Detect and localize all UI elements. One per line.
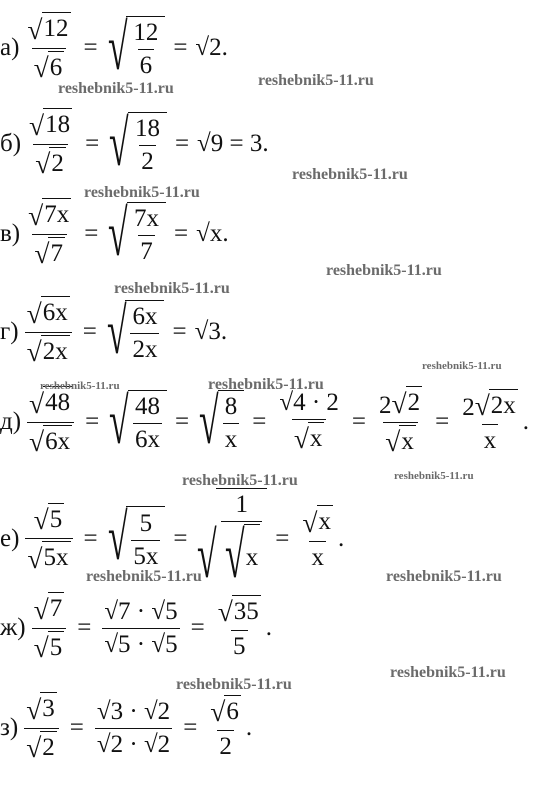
- radicand: 48: [43, 386, 72, 417]
- equals-sign: =: [174, 130, 190, 157]
- radical-sign: √: [26, 297, 42, 329]
- math-expression: [34, 238, 65, 269]
- radicand: 2x: [489, 389, 518, 420]
- square-root: [294, 422, 325, 453]
- denominator: [138, 235, 155, 266]
- math-expression: 2: [141, 148, 154, 175]
- line-g: [0, 296, 227, 368]
- fraction: [24, 386, 77, 458]
- equals-sign: =: [174, 408, 190, 435]
- math-expression: [33, 593, 65, 625]
- watermark: reshebnik5-11.ru: [258, 72, 374, 89]
- watermark: reshebnik5-11.ru: [114, 280, 230, 297]
- radicand: 12: [42, 12, 71, 43]
- denominator: [25, 538, 72, 575]
- line-zh: [0, 592, 272, 664]
- denominator: [33, 144, 68, 181]
- numerator: [132, 205, 161, 235]
- radicand: 6: [48, 51, 65, 82]
- math-expression: [26, 732, 57, 763]
- square-root: [475, 389, 518, 420]
- square-root: [29, 108, 72, 139]
- radicand: [216, 488, 267, 592]
- math-expression: [293, 423, 325, 455]
- fraction: [92, 698, 175, 759]
- fraction: [205, 695, 246, 762]
- denominator: [130, 333, 159, 364]
- square-root: [218, 595, 261, 626]
- radical-sign: √: [302, 506, 318, 538]
- square-root: [34, 631, 65, 662]
- radical-sign: √: [109, 107, 129, 180]
- numerator: [133, 393, 162, 423]
- math-expression: [29, 426, 72, 457]
- radicand: 5: [48, 631, 65, 662]
- math-expression: [35, 148, 66, 179]
- numerator: [377, 386, 424, 422]
- fraction: [29, 592, 70, 664]
- radical-sign: √: [27, 13, 43, 45]
- radical-sign: √: [26, 336, 42, 367]
- fraction: [22, 296, 75, 368]
- math-expression: 2 √ 2x: [462, 390, 516, 422]
- radicand: 6x: [43, 425, 72, 456]
- fraction: [99, 598, 182, 659]
- denominator: [482, 424, 499, 455]
- math-expression: [26, 297, 70, 329]
- math-expression: √3 · √2: [96, 697, 171, 725]
- numerator: [133, 115, 162, 145]
- square-root: [27, 296, 70, 327]
- math-expression: 8: [224, 393, 238, 420]
- square-root: [34, 503, 65, 534]
- square-root-of-fraction: [106, 197, 166, 270]
- equals-sign: =: [83, 34, 98, 61]
- radicand: 18: [43, 108, 72, 139]
- numerator: [223, 393, 240, 423]
- radical-sign: √: [293, 423, 309, 455]
- numerator: [24, 692, 59, 728]
- square-root: [34, 237, 65, 268]
- square-root: [34, 51, 65, 82]
- radicand: 6x: [41, 296, 70, 327]
- radicand: [126, 16, 165, 81]
- numerator: [300, 505, 335, 541]
- watermark: reshebnik5-11.ru: [182, 472, 298, 489]
- watermark: reshebnik5-11.ru: [176, 676, 292, 693]
- math-expression: x: [224, 426, 238, 453]
- math-expression: 6x: [134, 426, 160, 453]
- result-text: .: [265, 614, 273, 641]
- denominator: [383, 422, 418, 459]
- line-z: [0, 692, 252, 764]
- math-expression: [29, 387, 72, 419]
- radicand: [128, 390, 167, 455]
- math-expression: 7x: [134, 205, 160, 232]
- denominator: [95, 728, 172, 759]
- line-b: [0, 108, 269, 180]
- watermark: reshebnik5-11.ru: [326, 262, 442, 279]
- equals-sign: =: [174, 220, 189, 247]
- equals-sign: =: [173, 524, 188, 552]
- item-label: ж): [0, 614, 26, 641]
- equals-sign: =: [190, 614, 205, 641]
- equals-sign: =: [351, 408, 366, 435]
- math-expression: 5: [233, 633, 246, 661]
- math-expression: [33, 632, 65, 663]
- radical-sign: √: [34, 238, 50, 269]
- item-label: а): [0, 34, 20, 61]
- equals-sign: =: [84, 220, 99, 247]
- math-expression: √7 · √5: [104, 597, 178, 625]
- math-expression: 5x: [133, 542, 159, 570]
- watermark: reshebnik5-11.ru: [84, 184, 200, 201]
- math-expression: [33, 52, 65, 83]
- line-d: [0, 386, 529, 458]
- fraction: [128, 19, 163, 80]
- square-root: [29, 425, 72, 456]
- radical-sign: √: [199, 385, 219, 458]
- math-expression: 48: [134, 393, 160, 420]
- square-root: [28, 198, 71, 229]
- watermark: reshebnik5-11.ru: [422, 360, 502, 372]
- denominator: [32, 48, 67, 85]
- math-expression: [223, 520, 260, 592]
- radical-sign: √: [210, 696, 226, 728]
- watermark: reshebnik5-11.ru: [386, 568, 502, 585]
- watermark: reshebnik5-11.ru: [292, 166, 408, 183]
- radicand: [127, 202, 166, 267]
- radical-sign: √: [217, 596, 233, 628]
- math-expression: 12: [133, 19, 159, 46]
- math-expression: x: [311, 543, 324, 571]
- square-root-of-fraction: [105, 295, 165, 368]
- item-label: д): [0, 408, 22, 435]
- result-text: .: [245, 714, 253, 741]
- watermark: reshebnik5-11.ru: [394, 470, 474, 482]
- math-expression: [217, 596, 261, 628]
- equals-sign: =: [69, 714, 84, 741]
- fraction: [22, 503, 75, 575]
- numerator: [27, 108, 74, 144]
- radicand: [126, 506, 165, 571]
- math-expression: [27, 542, 70, 574]
- denominator: [221, 520, 262, 592]
- equals-sign: =: [82, 318, 97, 345]
- radicand: [218, 390, 245, 455]
- radical-sign: √: [107, 11, 128, 84]
- fraction: [457, 389, 523, 456]
- math-expression: √2 · √2: [96, 730, 171, 758]
- item-label: в): [0, 220, 21, 247]
- square-root: [27, 335, 70, 366]
- item-label: з): [0, 714, 19, 741]
- denominator: [138, 49, 155, 80]
- watermark: reshebnik5-11.ru: [208, 376, 324, 393]
- math-expression: 1: [235, 491, 248, 518]
- square-root: [27, 12, 70, 43]
- radicand: 5x: [42, 541, 71, 572]
- equals-sign: =: [83, 524, 98, 552]
- item-label: б): [0, 130, 22, 157]
- math-expression: [210, 696, 241, 728]
- square-root: [385, 425, 416, 456]
- numerator: [32, 592, 67, 628]
- equals-sign: =: [183, 714, 198, 741]
- result-text: .: [338, 524, 345, 552]
- radicand: 7: [48, 237, 65, 268]
- math-expression: [385, 426, 416, 457]
- radical-sign: √: [474, 390, 490, 422]
- numerator: [233, 491, 250, 521]
- radical-sign: √: [29, 387, 45, 419]
- radicand: x: [308, 422, 325, 453]
- square-root-of-fraction: [107, 107, 167, 180]
- square-root: [26, 692, 57, 723]
- square-root-of-fraction: [106, 502, 166, 574]
- radical-sign: √: [28, 199, 44, 231]
- radical-sign: √: [385, 426, 401, 457]
- denominator: [27, 422, 74, 459]
- math-expression: [28, 199, 71, 231]
- radical-sign: √: [33, 632, 49, 663]
- item-label: г): [0, 318, 19, 345]
- denominator: [133, 423, 162, 454]
- fraction: [374, 386, 427, 458]
- denominator: [32, 628, 67, 665]
- denominator: [25, 332, 72, 369]
- radical-sign: √: [35, 148, 51, 179]
- numerator: [32, 503, 67, 539]
- result-text: √9 = 3.: [197, 130, 269, 157]
- fraction: [128, 510, 163, 571]
- numerator: [25, 12, 72, 48]
- numerator: [460, 389, 520, 425]
- equals-sign: =: [85, 408, 100, 435]
- radicand: 2x: [41, 335, 70, 366]
- equals-sign: =: [252, 408, 267, 435]
- math-expression: 5: [139, 509, 153, 537]
- equals-sign: =: [275, 524, 290, 552]
- radicand: [128, 112, 167, 177]
- equals-sign: =: [77, 614, 92, 641]
- square-root-of-fraction: [107, 385, 167, 458]
- denominator: [217, 730, 234, 761]
- numerator: [26, 198, 73, 234]
- denominator: [139, 145, 156, 176]
- math-expression: x: [483, 427, 497, 455]
- watermark: reshebnik5-11.ru: [86, 568, 202, 585]
- math-expression: 7: [140, 238, 153, 265]
- radical-sign: √: [33, 52, 49, 83]
- fraction: [130, 393, 165, 454]
- radicand: [125, 300, 164, 365]
- denominator: [231, 630, 248, 661]
- denominator: [32, 234, 67, 271]
- radical-sign: √: [106, 295, 127, 368]
- numerator: [25, 296, 72, 332]
- math-expression: √4 · 2: [279, 388, 339, 416]
- numerator: [138, 510, 155, 540]
- radical-sign: √: [29, 109, 45, 141]
- radical-sign: √: [26, 693, 42, 725]
- radical-sign: √: [27, 542, 43, 574]
- fraction: [21, 692, 62, 764]
- math-expression: [27, 13, 70, 45]
- radicand: 2: [40, 731, 57, 762]
- math-expression: [302, 506, 333, 538]
- fraction: [24, 108, 77, 180]
- equals-sign: =: [172, 318, 187, 345]
- watermark: reshebnik5-11.ru: [390, 664, 506, 681]
- denominator: [131, 540, 160, 571]
- numerator: [216, 595, 263, 631]
- denominator: [292, 419, 327, 456]
- fraction: [213, 595, 266, 662]
- square-root: [26, 731, 57, 762]
- math-expression: 2 √ 2: [379, 387, 421, 419]
- math-expression: 6x: [132, 303, 158, 330]
- radicand: 7: [48, 592, 65, 623]
- radicand: 2: [49, 147, 66, 178]
- numerator: [131, 19, 160, 49]
- fraction: [274, 389, 344, 456]
- equals-sign: =: [435, 408, 450, 435]
- radical-sign: √: [225, 520, 245, 592]
- radicand: 3: [40, 692, 57, 723]
- square-root: [392, 386, 423, 417]
- numerator: [130, 303, 159, 333]
- radical-sign: √: [391, 387, 407, 419]
- square-root: [27, 541, 70, 572]
- numerator: [208, 695, 243, 731]
- radicand: x: [244, 524, 261, 589]
- result-text: √3.: [194, 318, 228, 345]
- denominator: [24, 728, 59, 765]
- equals-sign: =: [173, 34, 188, 61]
- radicand: x: [399, 425, 416, 456]
- math-expression: 6: [139, 52, 153, 79]
- fraction: [129, 205, 164, 266]
- radicand: 6: [224, 695, 241, 726]
- radicand: 7x: [42, 198, 71, 229]
- math-expression: [29, 109, 72, 141]
- radical-sign: √: [107, 502, 128, 574]
- square-root: [210, 695, 241, 726]
- result-text: √2.: [195, 34, 228, 61]
- radical-sign: √: [26, 732, 42, 763]
- square-root: [35, 147, 66, 178]
- square-root: [223, 520, 260, 592]
- radical-sign: √: [108, 197, 129, 270]
- fraction: [130, 115, 165, 176]
- square-root: [302, 505, 333, 536]
- line-v: [0, 198, 229, 270]
- result-text: √x.: [196, 220, 229, 247]
- result-text: .: [522, 408, 530, 435]
- watermark: reshebnik5-11.ru: [58, 80, 174, 97]
- numerator: [95, 698, 172, 728]
- math-expression: 2: [219, 733, 232, 761]
- fraction: [297, 505, 338, 572]
- square-root-of-fraction: [195, 488, 267, 592]
- radical-sign: √: [197, 520, 218, 592]
- math-expression: [33, 504, 65, 535]
- math-expression: 2x: [132, 336, 158, 363]
- item-label: е): [0, 524, 20, 552]
- fraction: [23, 198, 76, 270]
- fraction: [220, 393, 243, 454]
- math-expression: [26, 693, 57, 725]
- denominator: [223, 423, 240, 454]
- numerator: [102, 598, 179, 628]
- square-root-of-fraction: [197, 385, 244, 458]
- math-expression: [26, 336, 70, 367]
- square-root-of-fraction: [106, 11, 166, 84]
- fraction: [127, 303, 162, 364]
- watermark: reshebnik5-11.ru: [40, 380, 120, 392]
- equals-sign: =: [85, 130, 100, 157]
- line-a: [0, 12, 228, 84]
- math-expression: √5 · √5: [104, 630, 178, 658]
- denominator: [102, 628, 179, 659]
- radical-sign: √: [33, 593, 49, 625]
- radical-sign: √: [109, 385, 129, 458]
- radical-sign: √: [33, 504, 49, 535]
- radicand: x: [317, 505, 334, 536]
- fraction: [22, 12, 75, 84]
- radicand: 5: [48, 503, 65, 534]
- radicand: 2: [406, 386, 423, 417]
- radicand: 35: [232, 595, 261, 626]
- denominator: [309, 541, 326, 572]
- fraction: [218, 491, 265, 592]
- radical-sign: √: [29, 426, 45, 457]
- square-root: [34, 592, 65, 623]
- math-expression: 18: [134, 115, 160, 142]
